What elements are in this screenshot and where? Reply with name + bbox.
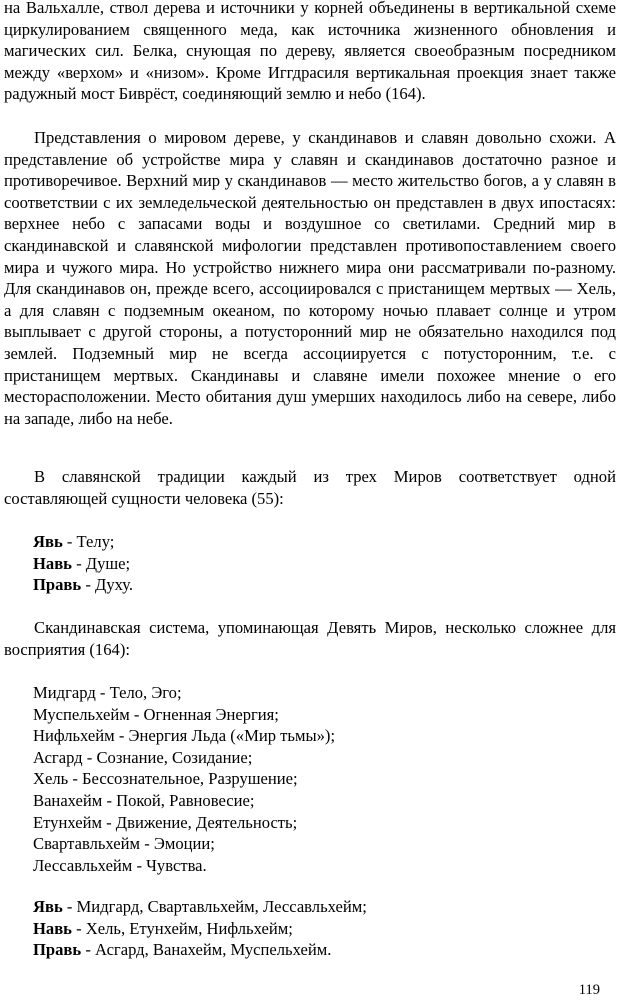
paragraph-slavic-tradition: В славянской традиции каждый из трех Миров соответствует одной составляющей сущности человека (55): xyxy=(4,467,616,508)
list-item: Мидгард - Тело, Эго; xyxy=(33,683,182,702)
world-members: - Хель, Етунхейм, Нифльхейм; xyxy=(71,918,293,938)
list-item: Ванахейм - Покой, Равновесие; xyxy=(33,790,255,810)
list-item: Муспельхейм - Огненная Энергия; xyxy=(33,704,279,724)
page-number: 119 xyxy=(578,982,600,998)
world-term: Правь xyxy=(33,940,82,960)
world-meaning: - Духу. xyxy=(81,575,134,595)
paragraph-yggdrasil: на Вальхалле, ствол дерева и источники у корней объединены в вертикальной схеме циркулированием священного меда, как источника жизненного обновления и магических сил. Белка, снующая по дереву, является своеобразным посредником между «верхом» и «низом». Кроме Иггдрасиля вертикальная проекция знает также радужный мост Биврёст, соединяющий землю и небо (164). xyxy=(4,0,616,104)
world-term: Навь xyxy=(33,553,72,573)
list-item xyxy=(33,531,133,553)
world-mapping-list xyxy=(33,896,367,961)
world-members: - Мидгард, Свартавльхейм, Лессавльхейм; xyxy=(62,897,367,916)
paragraph-world-structure: Представления о мировом дереве, у скандинавов и славян довольно схожи. А представление об устройстве мира у славян и скандинавов достаточно разное и противоречивое. Верхний мир у скандинавов — место жительство богов, а у славян в соответствии с их земледельческой деятельностью он представлен в двух ипостасях: верхнее небо с запасами воды и воздушное со светилами. Средний мир в скандинавской и славянской мифологии представлен противопоставлением своего мира и чужого мира. Но устройство нижнего мира они рассматривали по-разному. Для скандинавов он, прежде всего, ассоциировался с пристанищем мертвых — Хель, а для славян с подземным океаном, по которому ночью плавает солнце и утром выплывает с другой стороны, а потусторонний мир не обязательно находился под землей. Подземный мир не всегда ассоциируется с потусторонним, т.е. с пристанищем мертвых. Скандинавы и славяне имели похожее мнение о его месторасположении. Место обитания душ умерших находилось либо на севере, либо на западе, либо на небе. xyxy=(4,128,616,428)
paragraph-scandinavian-system: Скандинавская система, упоминающая Девять Миров, несколько сложнее для восприятия (164): xyxy=(4,618,616,659)
list-item xyxy=(33,939,367,961)
list-item xyxy=(33,553,133,575)
list-item: Етунхейм - Движение, Деятельность; xyxy=(33,812,298,832)
list-item: Лессавльхейм - Чувства. xyxy=(33,855,207,875)
list-item xyxy=(33,896,367,918)
list-item xyxy=(33,918,367,940)
list-item: Асгард - Сознание, Созидание; xyxy=(33,747,253,767)
world-term: Явь xyxy=(33,897,63,916)
nine-worlds-list xyxy=(33,682,335,876)
world-term: Явь xyxy=(33,532,63,551)
world-meaning: - Телу; xyxy=(62,532,115,551)
world-term: Навь xyxy=(33,918,72,938)
list-item: Хель - Бессознательное, Разрушение; xyxy=(33,769,298,789)
list-item xyxy=(33,574,133,596)
world-meaning: - Душе; xyxy=(71,553,131,573)
world-members: - Асгард, Ванахейм, Муспельхейм. xyxy=(81,940,332,960)
world-term: Правь xyxy=(33,575,82,595)
list-item: Свартавльхейм - Эмоции; xyxy=(33,834,215,854)
list-item: Нифльхейм - Энергия Льда («Мир тьмы»); xyxy=(33,726,336,746)
slavic-worlds-list xyxy=(33,531,133,596)
